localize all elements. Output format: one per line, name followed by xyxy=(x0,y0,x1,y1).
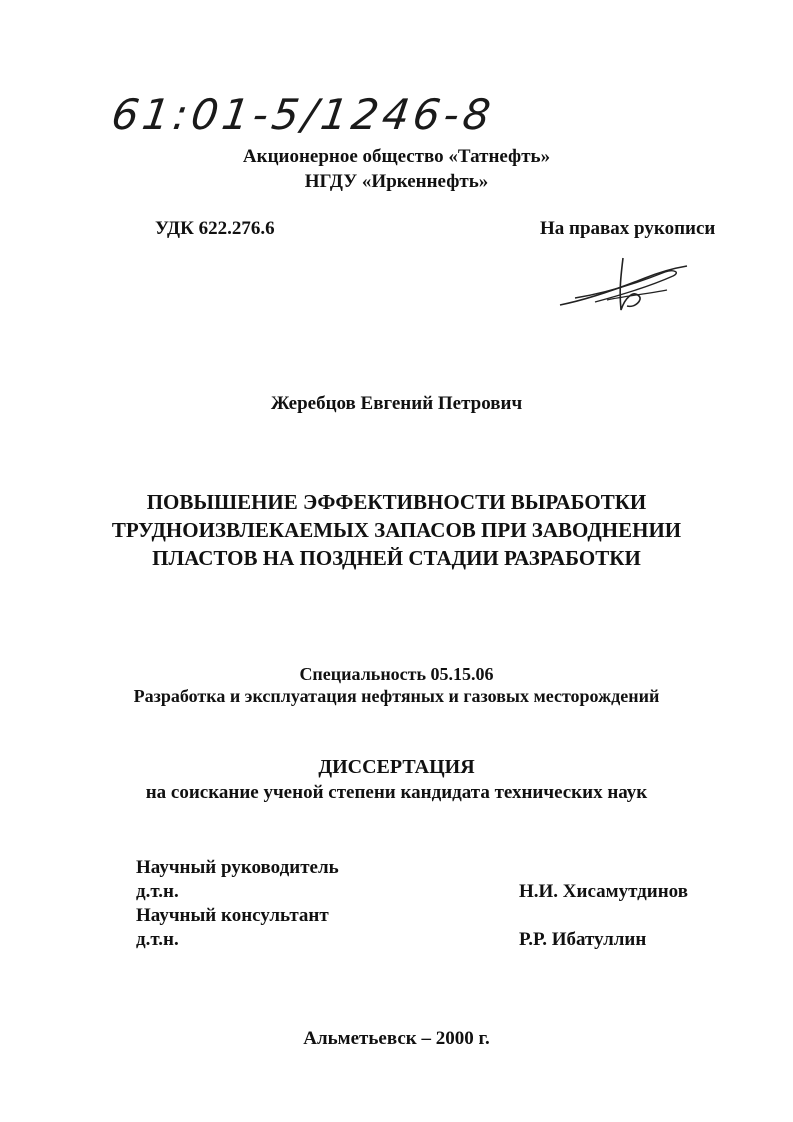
title-line: ТРУДНОИЗВЛЕКАЕМЫХ ЗАПАСОВ ПРИ ЗАВОДНЕНИИ xyxy=(111,518,682,542)
place-and-year: Альметьевск – 2000 г. xyxy=(303,1028,490,1049)
handwritten-catalog-number: 61:01-5/1246-8 xyxy=(108,90,498,139)
advisor-name: Н.И. Хисамутдинов xyxy=(519,881,688,902)
advisor-degree: д.т.н. xyxy=(136,881,179,902)
title-line: ПОВЫШЕНИЕ ЭФФЕКТИВНОСТИ ВЫРАБОТКИ xyxy=(146,490,647,514)
specialty-code: Специальность 05.15.06 xyxy=(299,664,494,684)
udk-code: УДК 622.276.6 xyxy=(155,218,275,239)
dissertation-title xyxy=(0,488,793,572)
consultant-degree: д.т.н. xyxy=(136,929,179,950)
consultant-role: Научный консультант xyxy=(136,905,329,926)
signature-image xyxy=(555,250,695,320)
title-line: ПЛАСТОВ НА ПОЗДНЕЙ СТАДИИ РАЗРАБОТКИ xyxy=(152,546,641,570)
org-name: Акционерное общество «Татнефть» xyxy=(242,146,551,167)
dissertation-heading: ДИССЕРТАЦИЯ xyxy=(318,756,475,778)
org-division: НГДУ «Иркеннефть» xyxy=(304,171,489,192)
dissertation-subtitle: на соискание ученой степени кандидата технических наук xyxy=(145,782,648,803)
advisor-role: Научный руководитель xyxy=(136,857,339,878)
author-name: Жеребцов Евгений Петрович xyxy=(270,393,523,414)
consultant-name: Р.Р. Ибатуллин xyxy=(519,929,647,950)
specialty-name: Разработка и эксплуатация нефтяных и газовых месторождений xyxy=(133,686,660,706)
manuscript-rights: На правах рукописи xyxy=(540,218,716,239)
